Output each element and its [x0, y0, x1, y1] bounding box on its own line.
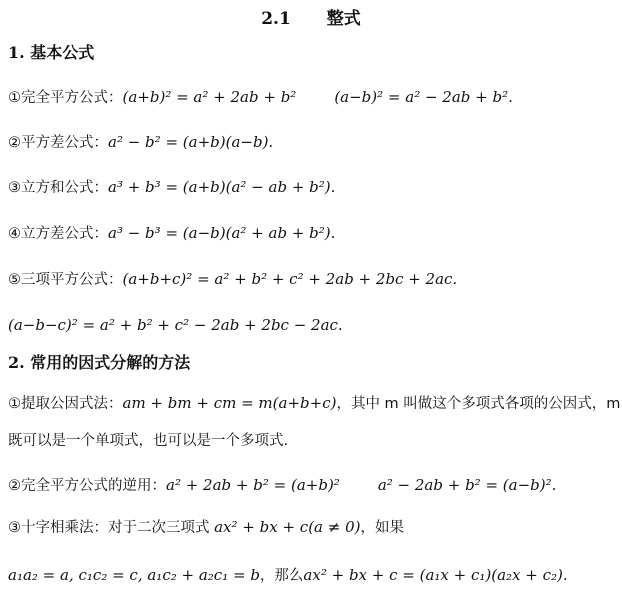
method-line-2 — [8, 474, 556, 497]
method-text: ，其中 m 叫做这个多项式各项的公因式，m — [336, 396, 621, 412]
formula-label: ①完全平方公式： — [8, 90, 123, 106]
formula-line-5 — [8, 268, 457, 291]
formula-line-3 — [8, 176, 335, 199]
title-number: 2.1 — [261, 9, 291, 29]
formula: am + bm + cm = m(a+b+c) — [122, 394, 337, 412]
title-text: 整式 — [326, 9, 361, 29]
page-title — [0, 4, 622, 29]
method-label: ②完全平方公式的逆用： — [8, 478, 166, 494]
formula: (a−b−c)² = a² + b² + c² − 2ab + 2bc − 2ac. — [8, 316, 343, 334]
formula: a³ − b³ = (a−b)(a² + ab + b²). — [108, 224, 336, 242]
formula-2: ax² + bx + c = (a₁x + c₁)(a₂x + c₂). — [303, 566, 568, 584]
section1-heading: 1. 基本公式 — [8, 43, 95, 62]
formula: (a+b+c)² = a² + b² + c² + 2ab + 2bc + 2ac. — [122, 270, 458, 288]
formula: a³ + b³ = (a+b)(a² − ab + b²). — [108, 178, 336, 196]
method-text: ，如果 — [360, 520, 404, 536]
formula: a² + 2ab + b² = (a+b)² — [166, 476, 340, 494]
method-line-3-continued — [8, 564, 568, 587]
formula-label: ⑤三项平方公式： — [8, 272, 123, 288]
formula-line-1 — [8, 86, 513, 109]
formula-line-2 — [8, 131, 273, 154]
formula-line-6 — [8, 314, 343, 337]
formula: a² − b² = (a+b)(a−b). — [108, 133, 274, 151]
method-text: ，那么 — [259, 568, 304, 584]
method-line-1 — [8, 392, 620, 415]
formula-2: (a−b)² = a² − 2ab + b². — [334, 88, 513, 106]
section2-heading: 2. 常用的因式分解的方法 — [8, 353, 191, 372]
formula-label: ③立方和公式： — [8, 180, 108, 196]
formula: (a+b)² = a² + 2ab + b² — [122, 88, 297, 106]
formula-2: a² − 2ab + b² = (a−b)². — [377, 476, 557, 494]
formula-label: ②平方差公式： — [8, 135, 108, 151]
formula: ax² + bx + c(a ≠ 0) — [214, 518, 361, 536]
formula-line-4 — [8, 222, 335, 245]
formula: a₁a₂ = a, c₁c₂ = c, a₁c₂ + a₂c₁ = b — [8, 566, 260, 584]
method-label: ③十字相乘法：对于二次三项式 — [8, 520, 210, 536]
method-line-1-continued: 既可以是一个单项式，也可以是一个多项式. — [8, 433, 289, 449]
method-label: ①提取公因式法： — [8, 396, 123, 412]
formula-label: ④立方差公式： — [8, 226, 108, 242]
method-line-3 — [8, 516, 404, 539]
